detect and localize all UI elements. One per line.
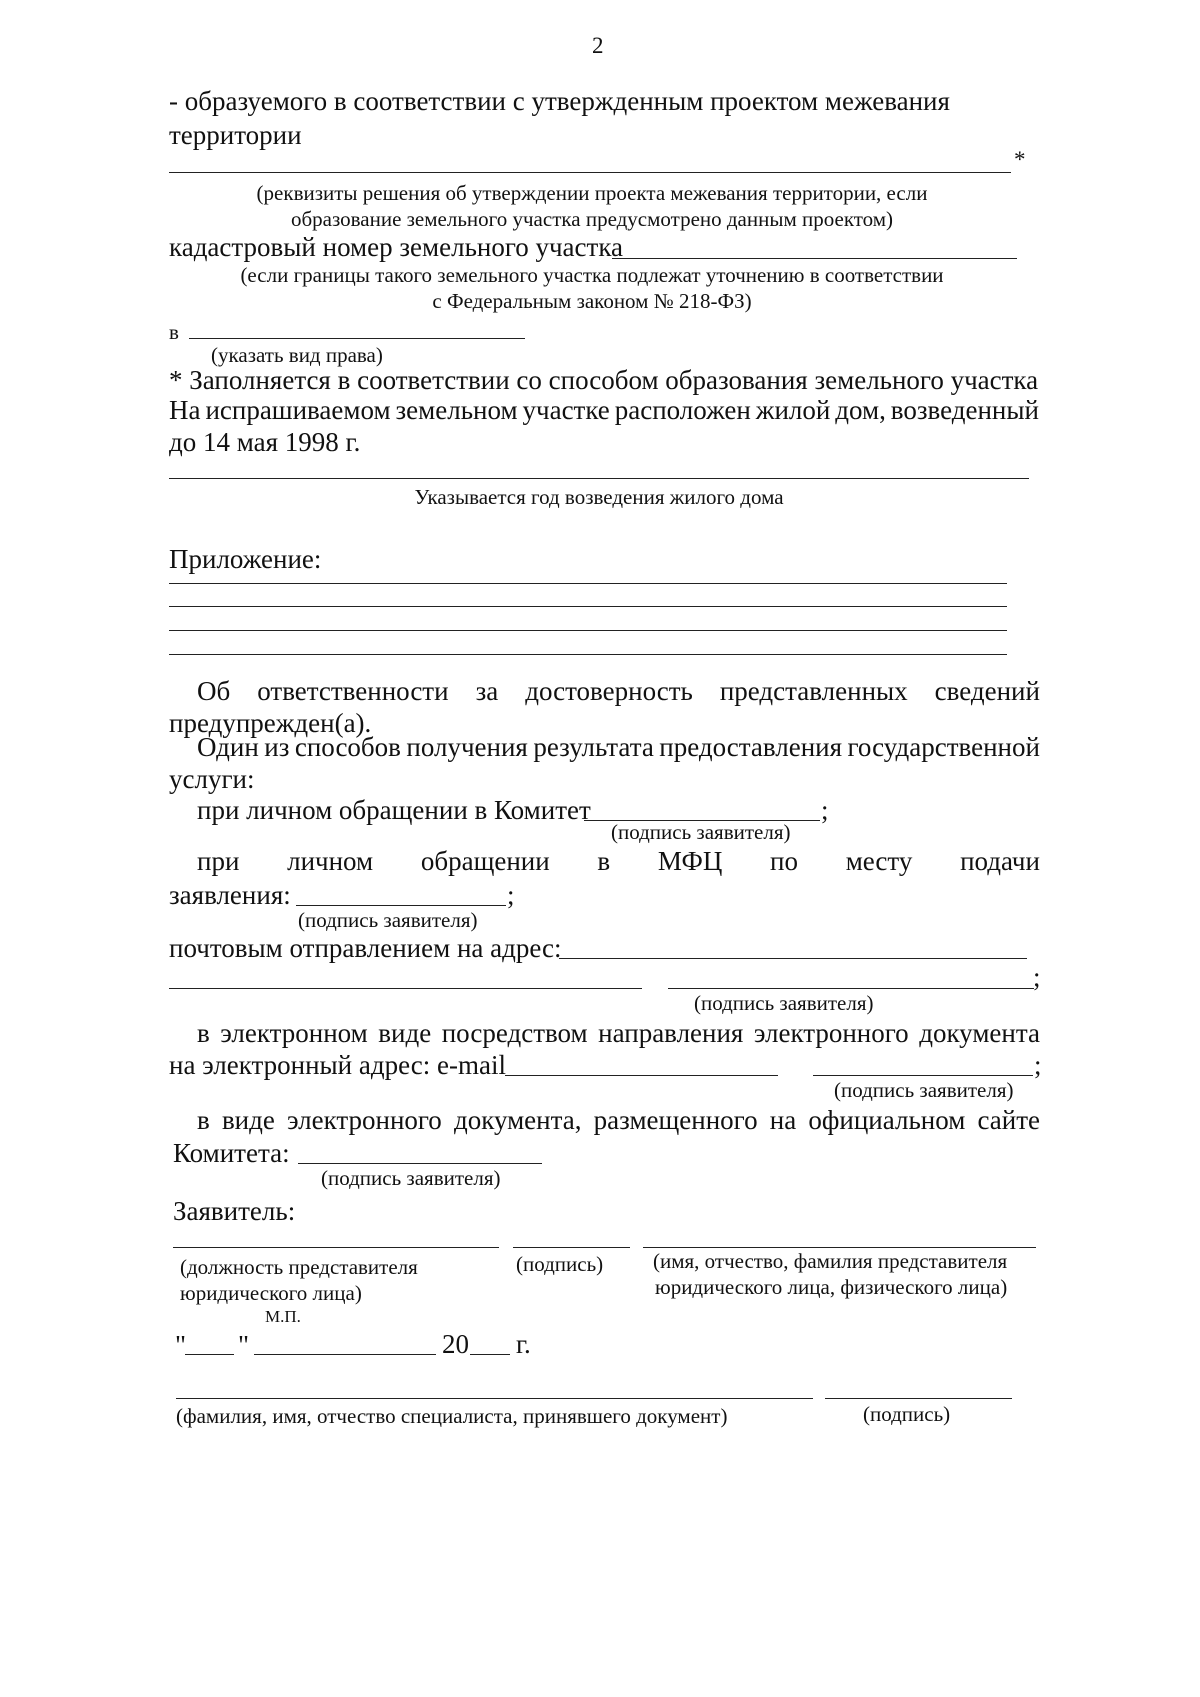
house-line: На испрашиваемом земельном участке расположен жилой дом, возведенный xyxy=(169,395,1039,425)
mfc-line: при личном обращении в МФЦ по месту подачи xyxy=(197,846,1040,876)
postal-label: почтовым отправлением на адрес: xyxy=(169,933,562,963)
attachment-line[interactable] xyxy=(169,606,1007,607)
year-suffix: г. xyxy=(516,1329,531,1359)
signature-field[interactable] xyxy=(813,1075,1033,1076)
day-field[interactable] xyxy=(185,1354,234,1355)
text-line: заявления: xyxy=(169,880,291,910)
address-field[interactable] xyxy=(169,988,642,989)
electronic-line: в электронном виде посредством направления электронного документа xyxy=(197,1018,1040,1048)
caption: (подпись) xyxy=(516,1252,604,1276)
specialist-name-field[interactable] xyxy=(176,1398,813,1399)
signature-field[interactable] xyxy=(296,905,506,906)
text-line: предупрежден(а). xyxy=(169,708,372,738)
caption: юридического лица) xyxy=(180,1281,362,1305)
site-line: в виде электронного документа, размещенного на официальном сайте xyxy=(197,1105,1040,1135)
cadastral-number-field[interactable] xyxy=(612,258,1017,259)
signature-field[interactable] xyxy=(668,988,1034,989)
caption: (подпись заявителя) xyxy=(611,820,791,844)
semicolon: ; xyxy=(1034,1050,1042,1080)
caption: юридического лица, физического лица) xyxy=(655,1275,1008,1299)
caption: (подпись заявителя) xyxy=(694,991,874,1015)
caption: Указывается год возведения жилого дома xyxy=(414,485,784,509)
attachment-line[interactable] xyxy=(169,630,1007,631)
methods-intro: Один из способов получения результата предоставления государственной xyxy=(197,732,1040,762)
personal-committee-label: при личном обращении в Комитет xyxy=(197,795,591,825)
caption: (если границы такого земельного участка подлежат уточнению в соответствии с Федеральным законом № 218-ФЗ) xyxy=(240,263,944,314)
caption: (подпись) xyxy=(863,1402,951,1426)
attachment-line[interactable] xyxy=(169,654,1007,655)
year-suffix-field[interactable] xyxy=(470,1354,510,1355)
signature-field[interactable] xyxy=(298,1163,542,1164)
caption: (имя, отчество, фамилия представителя xyxy=(653,1249,1008,1273)
name-field[interactable] xyxy=(643,1247,1036,1248)
note: * Заполняется в соответствии со способом образования земельного участка xyxy=(169,365,1039,395)
page-number: 2 xyxy=(592,33,604,58)
month-field[interactable] xyxy=(254,1354,436,1355)
v-label: в xyxy=(169,320,179,344)
cadastral-label: кадастровый номер земельного участка xyxy=(169,232,624,262)
applicant-label: Заявитель: xyxy=(173,1196,296,1226)
caption: (фамилия, имя, отчество специалиста, принявшего документ) xyxy=(176,1404,728,1428)
caption: (указать вид права) xyxy=(211,343,383,367)
fill-line xyxy=(169,172,1011,173)
caption: (подпись заявителя) xyxy=(834,1078,1014,1102)
specialist-signature-field[interactable] xyxy=(825,1398,1012,1399)
caption: (подпись заявителя) xyxy=(321,1166,501,1190)
quote-open: " xyxy=(175,1330,187,1360)
semicolon: ; xyxy=(821,795,829,825)
email-field[interactable] xyxy=(505,1075,778,1076)
year-prefix: 20 xyxy=(442,1329,469,1359)
email-label: на электронный адрес: e-mail xyxy=(169,1050,506,1080)
caption: (реквизиты решения об утверждении проекта межевания территории, если образование земельного участка предусмотрено данным проектом) xyxy=(256,181,928,232)
attachment-label: Приложение: xyxy=(169,544,322,574)
responsibility-line: Об ответственности за достоверность представленных сведений xyxy=(197,676,1040,706)
text-line: территории xyxy=(169,120,302,150)
caption: (подпись заявителя) xyxy=(298,908,478,932)
text-line: до 14 мая 1998 г. xyxy=(169,427,361,457)
stamp-label: М.П. xyxy=(265,1307,301,1326)
address-field[interactable] xyxy=(559,958,1027,959)
quote-close: " xyxy=(238,1330,250,1360)
semicolon: ; xyxy=(507,880,515,910)
position-field[interactable] xyxy=(173,1247,499,1248)
text-line: Комитета: xyxy=(173,1138,290,1168)
caption: (должность представителя xyxy=(180,1255,418,1279)
year-field[interactable] xyxy=(169,478,1029,479)
asterisk: * xyxy=(1014,147,1026,172)
signature-field[interactable] xyxy=(513,1247,630,1248)
semicolon: ; xyxy=(1033,962,1041,992)
text-line: услуги: xyxy=(169,764,255,794)
text-line: - образуемого в соответствии с утвержденным проектом межевания xyxy=(169,86,950,116)
attachment-line[interactable] xyxy=(169,583,1007,584)
right-type-field[interactable] xyxy=(189,338,525,339)
